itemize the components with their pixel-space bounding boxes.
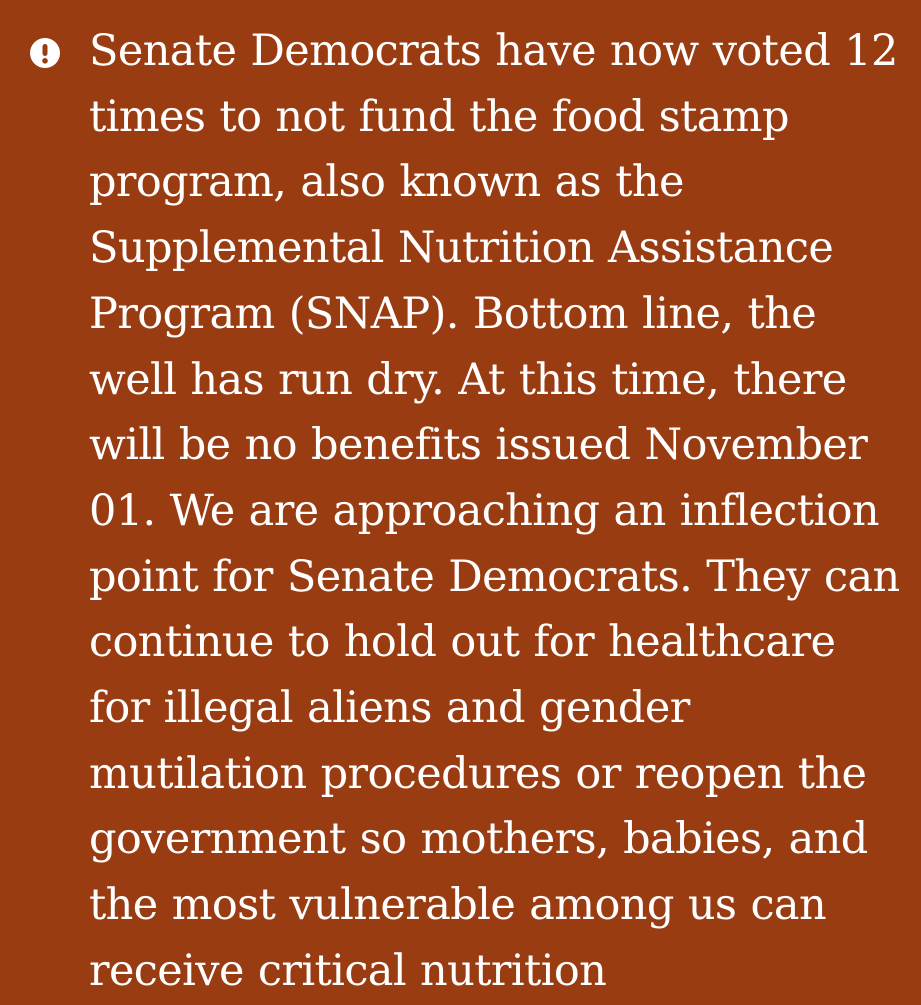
alert-message: Senate Democrats have now voted 12 times to not fund the food stamp program, also known as the Supplemental Nutrition Assistance Program (SNAP). Bottom line, the well has run dry. At this time, there will be no benefits issued November 01. We are approaching an inflection point for Senate Democrats. They can continue to hold out for healthcare for illegal aliens and gender mutilation procedures or reopen the government so mothers, babies, and the most vulnerable among us can receive critical nutrition [89, 26, 900, 996]
exclamation-circle-icon [29, 37, 61, 69]
